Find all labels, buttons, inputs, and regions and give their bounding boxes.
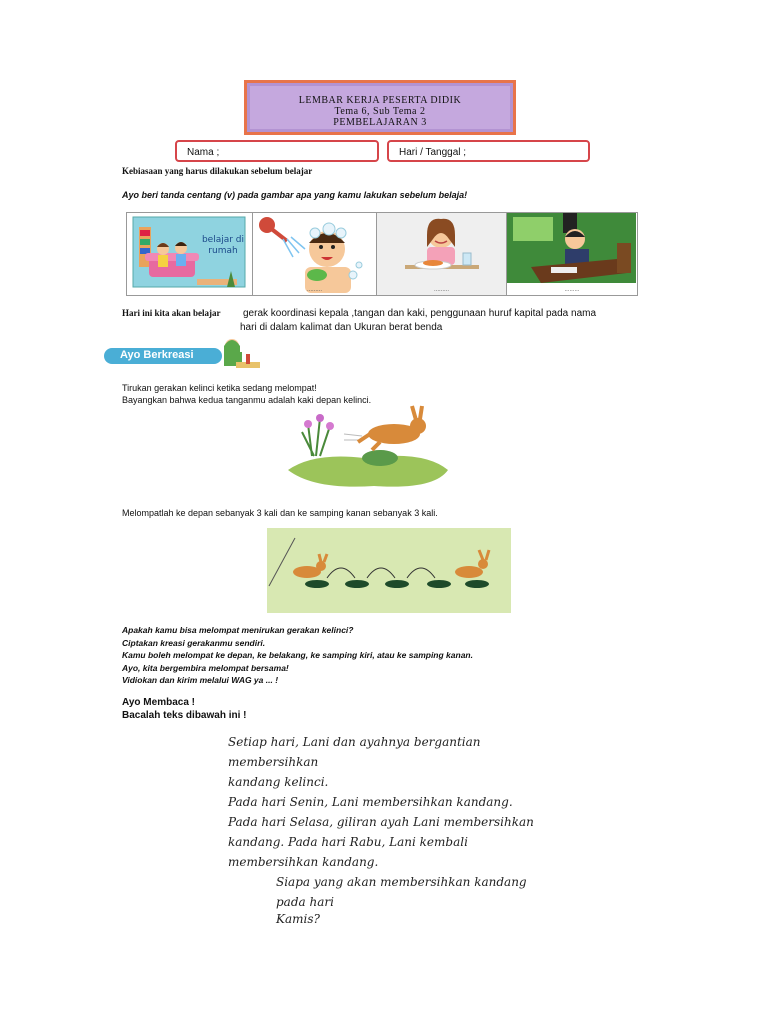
reading-line: Setiap hari, Lani dan ayahnya bergantian membersihkan [228,735,481,769]
breakfast-illustration [377,213,506,295]
name-field[interactable] [175,140,379,162]
bathing-illustration [253,213,376,295]
today-line-1: gerak koordinasi kepala ,tangan dan kaki, penggunaan huruf kapital pada nama [243,308,597,319]
header-title: LEMBAR KERJA PESERTA DIDIK [298,95,462,106]
question-line: Apakah kamu bisa melompat menirukan gerakan kelinci? [122,625,354,635]
name-label: Nama ; [187,147,220,158]
reading-text [228,732,558,926]
date-field[interactable] [387,140,590,162]
today-line-2: hari di dalam kalimat dan Ukuran berat benda [240,322,443,333]
question-line: Ayo, kita bergembira melompat bersama! [122,662,289,673]
reading-line: kandang. Pada hari Rabu, Lani kembali membersihkan kandang. [228,835,468,869]
reading-line: kandang kelinci. [228,775,329,789]
ayo-berkreasi-banner [104,336,262,372]
date-label: Hari / Tanggal ; [399,147,467,158]
checkbox-dots[interactable]: ......... [433,287,449,293]
jump-path-image [267,528,511,613]
picture-studying[interactable] [507,213,637,295]
reading-line: Pada hari Selasa, giliran ayah Lani membersihkan [228,815,534,829]
question-line: Kamu boleh melompat ke depan, ke belakang, ke samping kiri, atau ke samping kanan. [122,650,473,660]
habits-title: Kebiasaan yang harus dilakukan sebelum belajar [122,166,313,176]
reading-line: Pada hari Senin, Lani membersihkan kandang. [228,795,513,809]
checkbox-dots[interactable]: ......... [564,287,580,293]
reading-line: Siapa yang akan membersihkan kandang pada hari [276,875,527,909]
question-line: Vidiokan dan kirim melalui WAG ya ... ! [122,675,279,685]
question-line: Ciptakan kreasi gerakanmu sendiri. [122,637,266,648]
membaca-subtitle: Bacalah teks dibawah ini ! [122,710,247,721]
today-label: Hari ini kita akan belajar [122,308,221,318]
jump-path-illustration [267,528,511,613]
header-lesson: PEMBELAJARAN 3 [333,117,427,128]
checkbox-dots[interactable]: ......... [306,287,322,293]
kreasi-questions [122,624,473,687]
worksheet-header [244,80,516,135]
studying-illustration [507,213,636,295]
membaca-title: Ayo Membaca ! [122,697,195,708]
banner-text: Ayo Berkreasi [120,349,194,361]
kreasi-instruction-2: Bayangkan bahwa kedua tanganmu adalah kaki depan kelinci. [122,395,372,405]
kreasi-instruction-3: Melompatlah ke depan sebanyak 3 kali dan ke samping kanan sebanyak 3 kali. [122,508,438,518]
habits-instruction: Ayo beri tanda centang (v) pada gambar apa yang kamu lakukan sebelum belaja! [122,190,468,200]
poster-caption: belajar di rumah [201,235,245,256]
membaca-heading [122,696,246,722]
rabbit-jump-illustration [284,404,454,496]
picture-study-at-home[interactable] [127,213,253,295]
habits-picture-strip [126,212,638,296]
picture-bathing[interactable] [253,213,377,295]
reading-line: Kamis? [276,912,320,926]
kreasi-instruction-1: Tirukan gerakan kelinci ketika sedang melompat! [122,383,317,393]
picture-breakfast[interactable] [377,213,507,295]
header-theme: Tema 6, Sub Tema 2 [334,106,426,117]
rabbit-meadow-image [284,404,454,496]
